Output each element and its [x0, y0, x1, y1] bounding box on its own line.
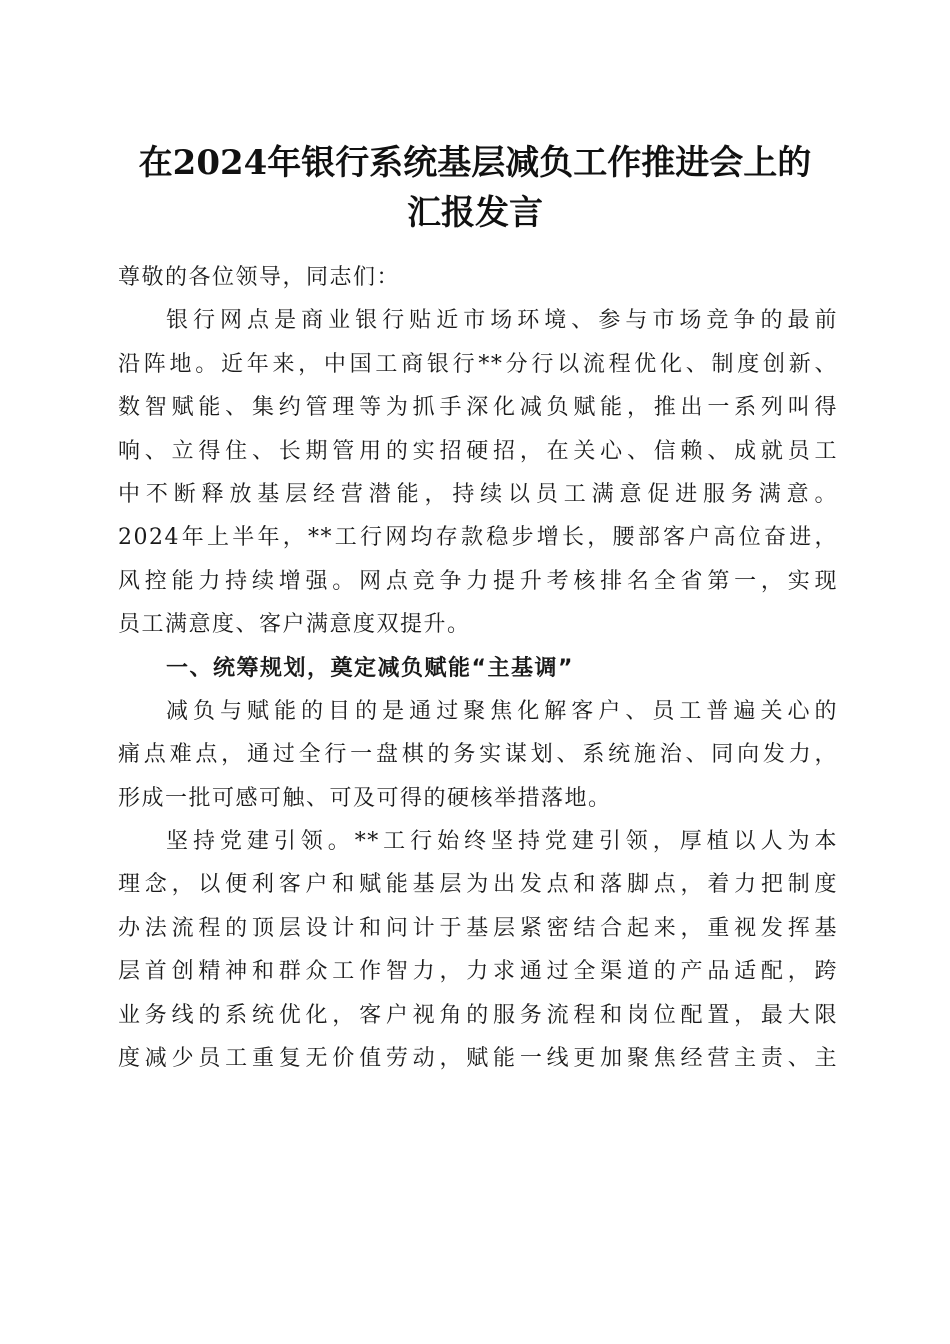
paragraph-2 — [118, 690, 838, 820]
title-line: 汇报发言 — [407, 193, 543, 233]
paragraph-line: 办法流程的顶层设计和问计于基层紧密结合起来，重视发挥基 — [118, 915, 838, 941]
greeting: 尊敬的各位领导，同志们： — [118, 265, 401, 290]
paragraph-3 — [118, 820, 838, 1080]
paragraph-line: 中不断释放基层经营潜能，持续以员工满意促进服务满意。 — [118, 481, 838, 507]
paragraph-1 — [118, 299, 838, 646]
document-body — [118, 256, 838, 1080]
paragraph-line: 2024年上半年，**工行网均存款稳步增长，腰部客户高位奋进， — [118, 525, 838, 551]
title-line: 在2024年银行系统基层减负工作推进会上的 — [138, 143, 812, 183]
paragraph-line: 业务线的系统优化，客户视角的服务流程和岗位配置，最大限 — [118, 1002, 838, 1028]
paragraph-line: 度减少员工重复无价值劳动，赋能一线更加聚焦经营主责、主 — [118, 1046, 838, 1072]
paragraph-line: 银行网点是商业银行贴近市场环境、参与市场竞争的最前 — [166, 308, 838, 334]
document-title — [0, 138, 950, 238]
paragraph-line: 员工满意度、客户满意度双提升。 — [118, 612, 471, 638]
paragraph-line: 痛点难点，通过全行一盘棋的务实谋划、系统施治、同向发力， — [118, 742, 838, 768]
paragraph-line: 理念，以便利客户和赋能基层为出发点和落脚点，着力把制度 — [118, 872, 838, 898]
paragraph-line: 形成一批可感可触、可及可得的硬核举措落地。 — [118, 785, 612, 811]
paragraph-line: 数智赋能、集约管理等为抓手深化减负赋能，推出一系列叫得 — [118, 395, 838, 421]
paragraph-line: 响、立得住、长期管用的实招硬招，在关心、信赖、成就员工 — [118, 438, 838, 464]
paragraph-line: 风控能力持续增强。网点竞争力提升考核排名全省第一，实现 — [118, 568, 838, 594]
paragraph-line: 坚持党建引领。**工行始终坚持党建引领，厚植以人为本 — [166, 829, 838, 855]
paragraph-line: 减负与赋能的目的是通过聚焦化解客户、员工普遍关心的 — [166, 698, 838, 724]
paragraph-line: 沿阵地。近年来，中国工商银行**分行以流程优化、制度创新、 — [118, 351, 838, 377]
paragraph-line: 层首创精神和群众工作智力，力求通过全渠道的产品适配，跨 — [118, 959, 838, 985]
section-heading: 一、统筹规划，奠定减负赋能“主基调” — [166, 655, 574, 681]
